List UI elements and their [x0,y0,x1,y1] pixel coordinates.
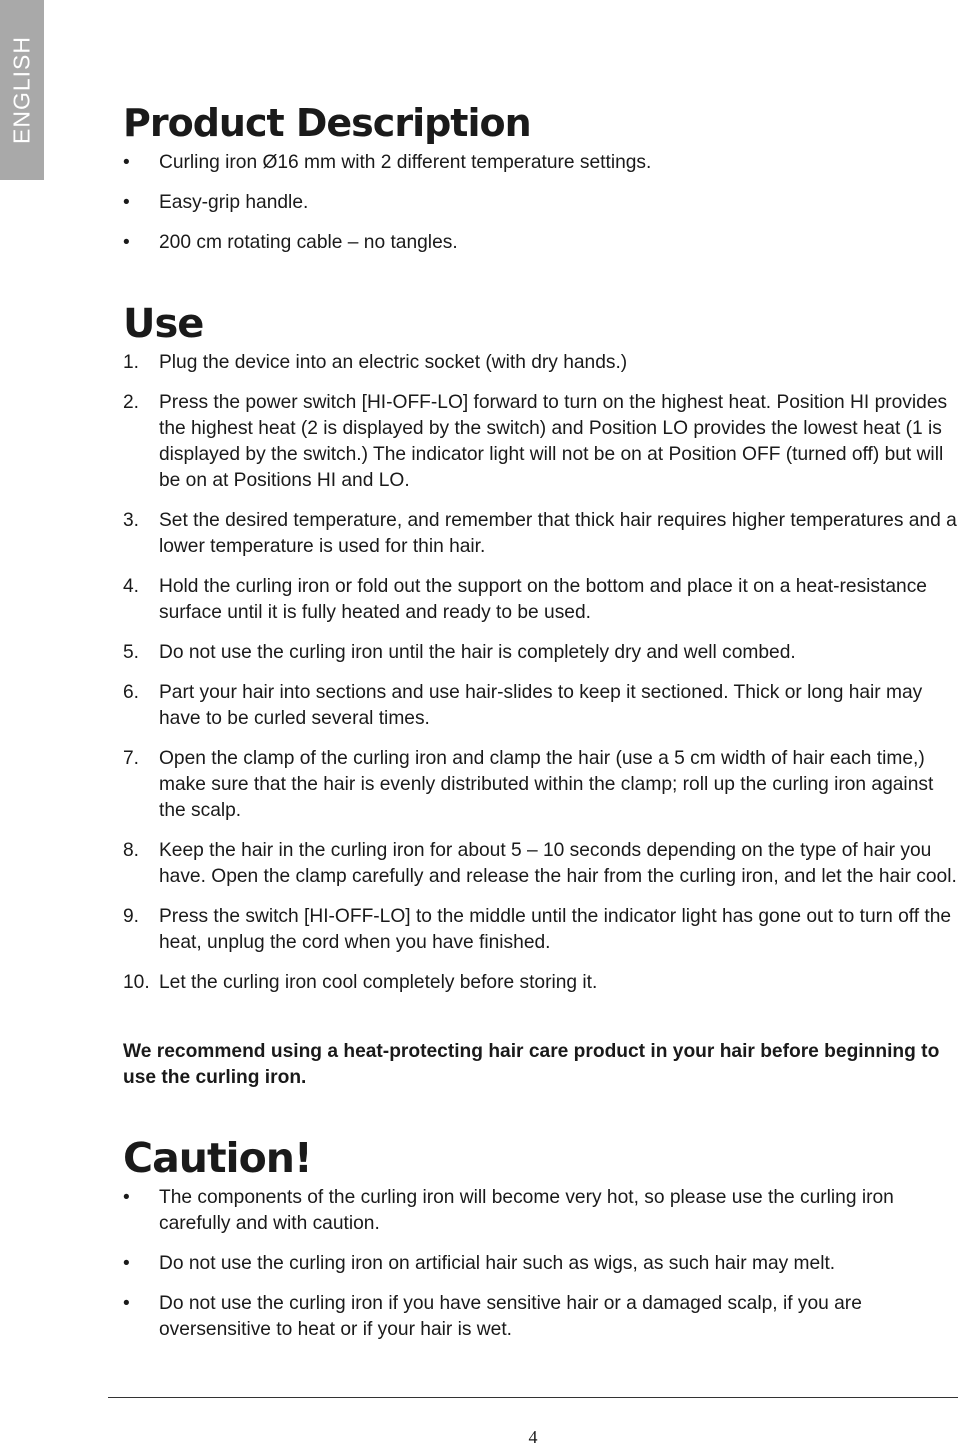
step-text: Set the desired temperature, and remember that thick hair requires higher temperatures and a lower temperature is used for thin hair. [159,510,957,557]
step-number: 2. [123,392,140,413]
list-item-text: Do not use the curling iron on artificial hair such as wigs, as such hair may melt. [159,1253,836,1274]
language-tab-label: ENGLISH [8,36,35,144]
list-item-text: Curling iron Ø16 mm with 2 different temperature settings. [159,152,652,173]
step-item [123,746,958,824]
step-item [123,390,958,494]
step-text: Let the curling iron cool completely before storing it. [159,972,598,993]
step-number: 8. [123,840,140,861]
caution-list [123,1185,958,1357]
step-number: 4. [123,576,140,597]
step-item [123,970,958,996]
bullet-marker: • [123,1187,130,1208]
product-description-heading: Product Description [123,101,531,145]
list-item [123,190,958,216]
bullet-marker: • [123,152,130,173]
bullet-marker: • [123,1293,130,1314]
bullet-marker: • [123,192,130,213]
recommendation-note: We recommend using a heat-protecting hair care product in your hair before beginning to use the curling iron. [123,1041,940,1088]
bullet-marker: • [123,232,130,253]
list-item [123,1185,958,1237]
use-heading: Use [123,301,204,347]
step-item [123,350,958,376]
bullet-marker: • [123,1253,130,1274]
step-text: Hold the curling iron or fold out the support on the bottom and place it on a heat-resistance surface until it is fully heated and ready to be used. [159,576,927,623]
step-item [123,680,958,732]
caution-heading: Caution! [123,1134,312,1182]
list-item [123,1251,958,1277]
step-number: 1. [123,352,140,373]
list-item-text: The components of the curling iron will become very hot, so please use the curling iron carefully and with caution. [159,1187,894,1234]
step-number: 6. [123,682,140,703]
list-item [123,1291,958,1343]
step-number: 10. [123,972,150,993]
list-item [123,150,958,176]
step-text: Press the switch [HI-OFF-LO] to the middle until the indicator light has gone out to turn off the heat, unplug the cord when you have finished. [159,906,952,953]
step-text: Plug the device into an electric socket (with dry hands.) [159,352,628,373]
step-text: Part your hair into sections and use hair-slides to keep it sectioned. Thick or long hair may have to be curled several times. [159,682,923,729]
step-item [123,574,958,626]
footer-divider [108,1397,958,1398]
step-number: 9. [123,906,140,927]
step-text: Do not use the curling iron until the hair is completely dry and well combed. [159,642,796,663]
step-item [123,508,958,560]
page-number: 4 [528,1427,538,1447]
step-number: 5. [123,642,140,663]
step-text: Keep the hair in the curling iron for about 5 – 10 seconds depending on the type of hair you have. Open the clamp carefully and release the hair from the curling iron, and let the hair cool. [159,840,957,887]
use-steps-list [123,350,958,1010]
step-number: 3. [123,510,140,531]
step-item [123,904,958,956]
list-item [123,230,958,256]
list-item-text: Do not use the curling iron if you have sensitive hair or a damaged scalp, if you are oversensitive to heat or if your hair is wet. [159,1293,862,1340]
step-number: 7. [123,748,140,769]
step-item [123,640,958,666]
product-description-list [123,150,958,270]
step-text: Press the power switch [HI-OFF-LO] forward to turn on the highest heat. Position HI provides the highest heat (2 is displayed by the switch) and Position LO provides the lowest heat (1 is displayed by the switch.) The indicator light will not be on at Position OFF (turned off) but will be on at Positions HI and LO. [159,392,948,491]
language-tab [0,0,44,180]
step-text: Open the clamp of the curling iron and clamp the hair (use a 5 cm width of hair each time,) make sure that the hair is evenly distributed within the clamp; roll up the curling iron against the scalp. [159,748,934,821]
list-item-text: Easy-grip handle. [159,192,309,213]
list-item-text: 200 cm rotating cable – no tangles. [159,232,458,253]
step-item [123,838,958,890]
